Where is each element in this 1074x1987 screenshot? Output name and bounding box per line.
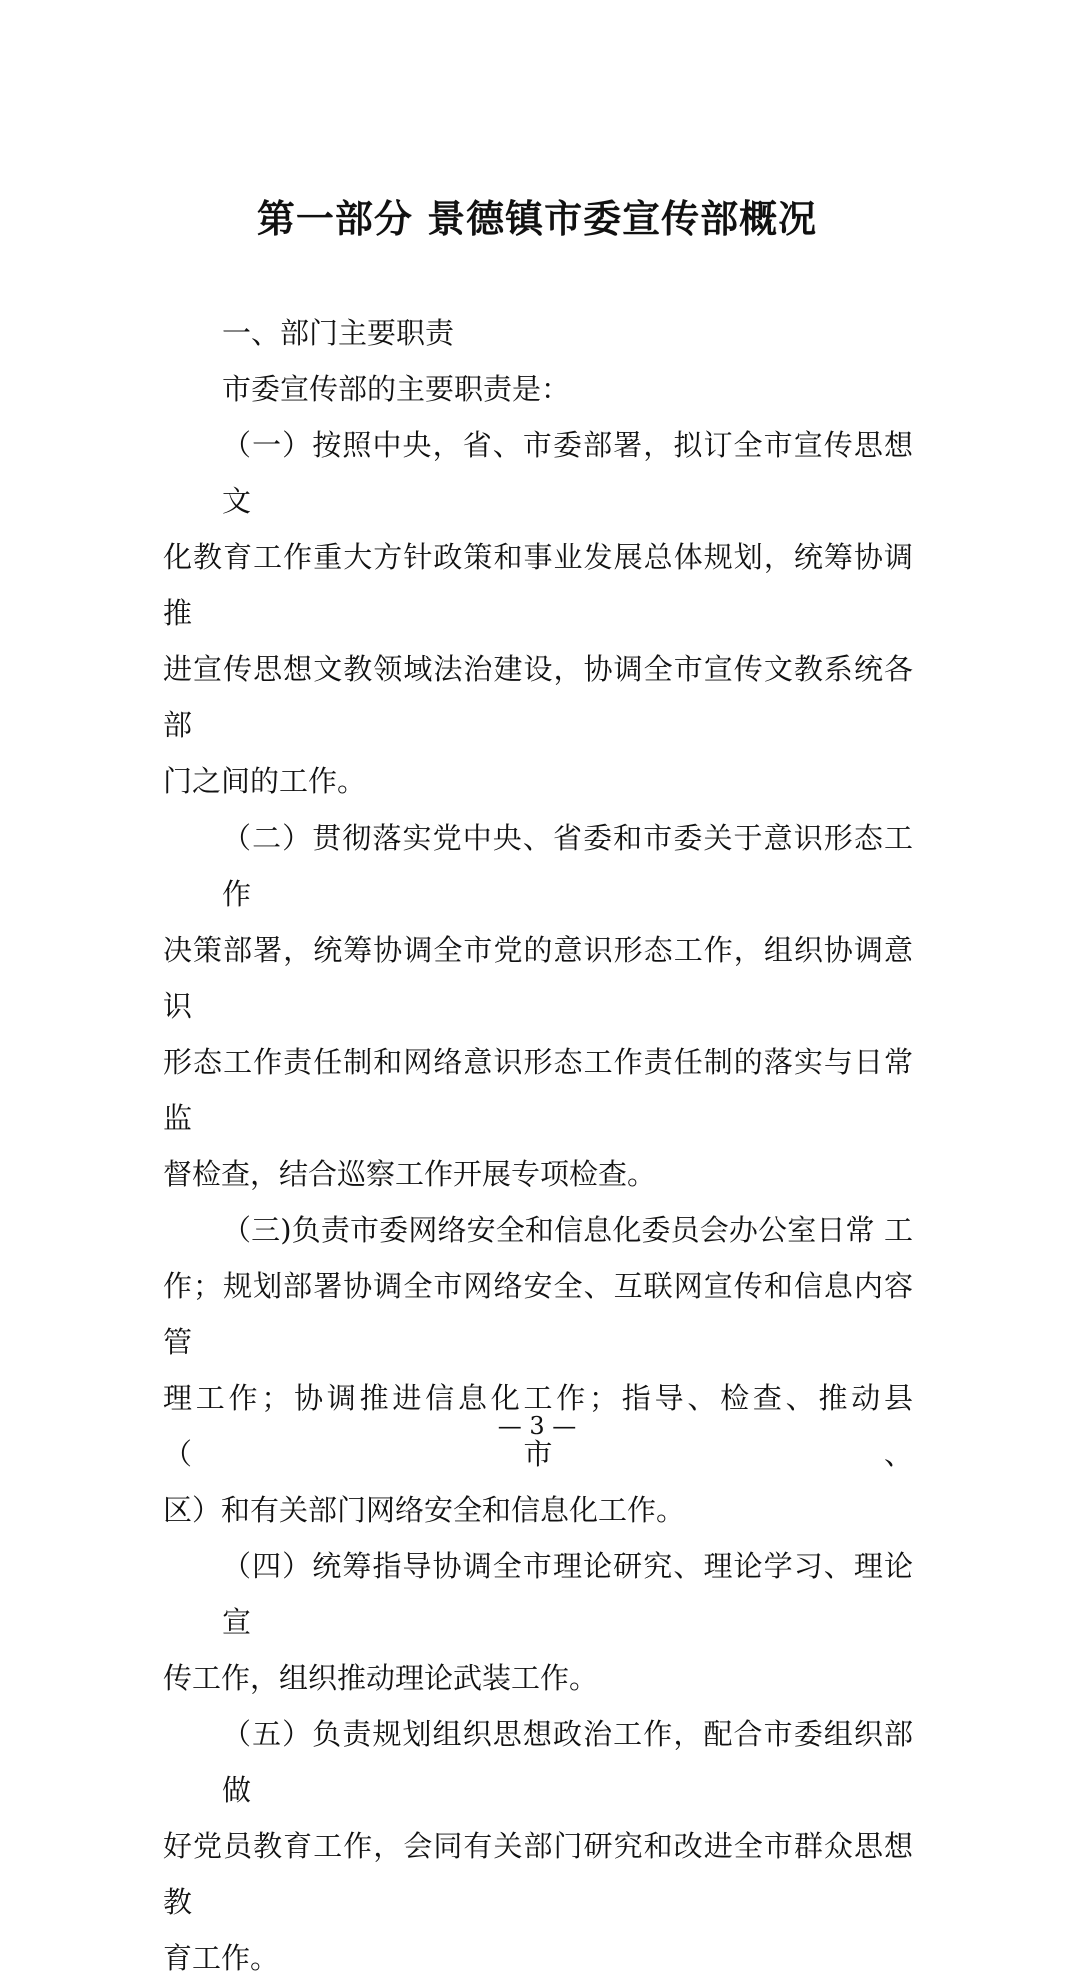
text-line: （三)负责市委网络安全和信息化委员会办公室日常 工: [222, 1212, 913, 1247]
document-body: [163, 305, 913, 1987]
text-line: 传工作，组织推动理论武装工作。: [163, 1661, 599, 1696]
text-line: （四）统筹指导协调全市理论研究、理论学习、理论宣: [222, 1549, 913, 1640]
text-line: 化教育工作重大方针政策和事业发展总体规划，统筹协调推: [163, 540, 913, 631]
page-number: — 3 —: [497, 1412, 577, 1440]
text-line: 市委宣传部的主要职责是：: [222, 372, 571, 407]
text-line: 区）和有关部门网络安全和信息化工作。: [163, 1492, 686, 1527]
text-line: 好党员教育工作，会同有关部门研究和改进全市群众思想教: [163, 1829, 913, 1920]
text-line: （一）按照中央，省、市委部署，拟订全市宣传思想文: [222, 428, 913, 519]
text-line: （五）负责规划组织思想政治工作，配合市委组织部做: [222, 1717, 913, 1808]
text-line: 育工作。: [163, 1941, 280, 1976]
text-line: 理工作；协调推进信息化工作；指导、检查、推动县（市、: [163, 1380, 913, 1471]
text-line: 门之间的工作。: [163, 764, 367, 799]
text-line: 形态工作责任制和网络意识形态工作责任制的落实与日常监: [163, 1044, 913, 1135]
text-line: 决策部署，统筹协调全市党的意识形态工作，组织协调意识: [163, 932, 913, 1023]
text-line: 一、部门主要职责: [222, 316, 455, 350]
text-line: （二）贯彻落实党中央、省委和市委关于意识形态工作: [222, 820, 913, 911]
text-line: 作；规划部署协调全市网络安全、互联网宣传和信息内容管: [163, 1268, 913, 1359]
page-title: 第一部分 景德镇市委宣传部概况: [256, 197, 818, 241]
text-line: 进宣传思想文教领域法治建设，协调全市宣传文教系统各部: [163, 652, 913, 743]
text-line: 督检查，结合巡察工作开展专项检查。: [163, 1156, 657, 1191]
